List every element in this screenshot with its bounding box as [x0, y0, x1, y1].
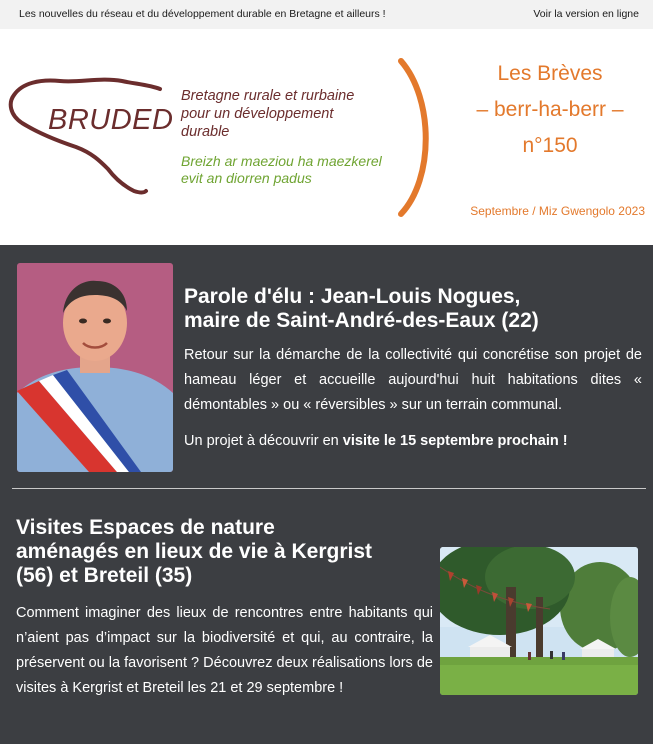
slogan-fr-line-3: durable	[181, 124, 230, 140]
newsletter-title-line-3: n°150	[522, 134, 578, 157]
article-1-title-line-1[interactable]: Parole d'élu : Jean-Louis Nogues,	[184, 285, 521, 308]
nature-park-photo[interactable]	[440, 547, 638, 695]
slogan-br-line-2: evit an diorren padus	[181, 170, 312, 186]
article-2-title-line-2[interactable]: aménagés en lieux de vie à Kergrist	[16, 540, 372, 563]
article-divider	[12, 488, 646, 489]
newsletter-header	[0, 29, 653, 245]
article-1-cta-visit-date: visite le 15 septembre prochain !	[342, 433, 568, 449]
article-2-title-line-1[interactable]: Visites Espaces de nature	[16, 516, 275, 539]
articles-section	[0, 245, 653, 744]
slogan-br-line-1: Breizh ar maeziou ha maezkerel	[181, 153, 382, 169]
tagline: Les nouvelles du réseau et du développement durable en Bretagne et ailleurs !	[19, 8, 386, 20]
article-1-body: Retour sur la démarche de la collectivité qui concrétise son projet de hameau léger et accueille aujourd'hui huit habitations dites « démontables » ou « réversibles » sur un terrain communal.	[184, 347, 642, 413]
article-1-cta-text: Un projet à découvrir en	[184, 433, 343, 449]
slogan-fr-line-2: pour un développement	[181, 106, 334, 122]
portrait-photo-mayor[interactable]	[17, 263, 173, 472]
article-1-title-line-2[interactable]: maire de Saint-André-des-Eaux (22)	[184, 309, 539, 332]
logo-wordmark: BRUDED	[48, 104, 174, 136]
top-bar	[0, 0, 653, 29]
slogan-fr-line-1: Bretagne rurale et rurbaine	[181, 88, 355, 104]
view-online-link[interactable]: Voir la version en ligne	[533, 8, 639, 20]
article-1-cta	[184, 429, 642, 454]
orange-bracket-icon	[401, 61, 426, 214]
newsletter-title-line-1: Les Brèves	[497, 62, 603, 85]
article-2-body: Comment imaginer des lieux de rencontres entre habitants qui n’aient pas d’impact sur la biodiversité et qui, au contraire, la préservent ou la favorisent ? Découvrez deux réalisations lors de visites à Kergrist et Breteil les 21 et 29 septembre !	[16, 605, 433, 696]
issue-date: Septembre / Miz Gwengolo 2023	[470, 204, 645, 218]
newsletter-title-line-2: – berr-ha-berr –	[476, 98, 624, 121]
article-2-title-line-3[interactable]: (56) et Breteil (35)	[16, 564, 193, 587]
